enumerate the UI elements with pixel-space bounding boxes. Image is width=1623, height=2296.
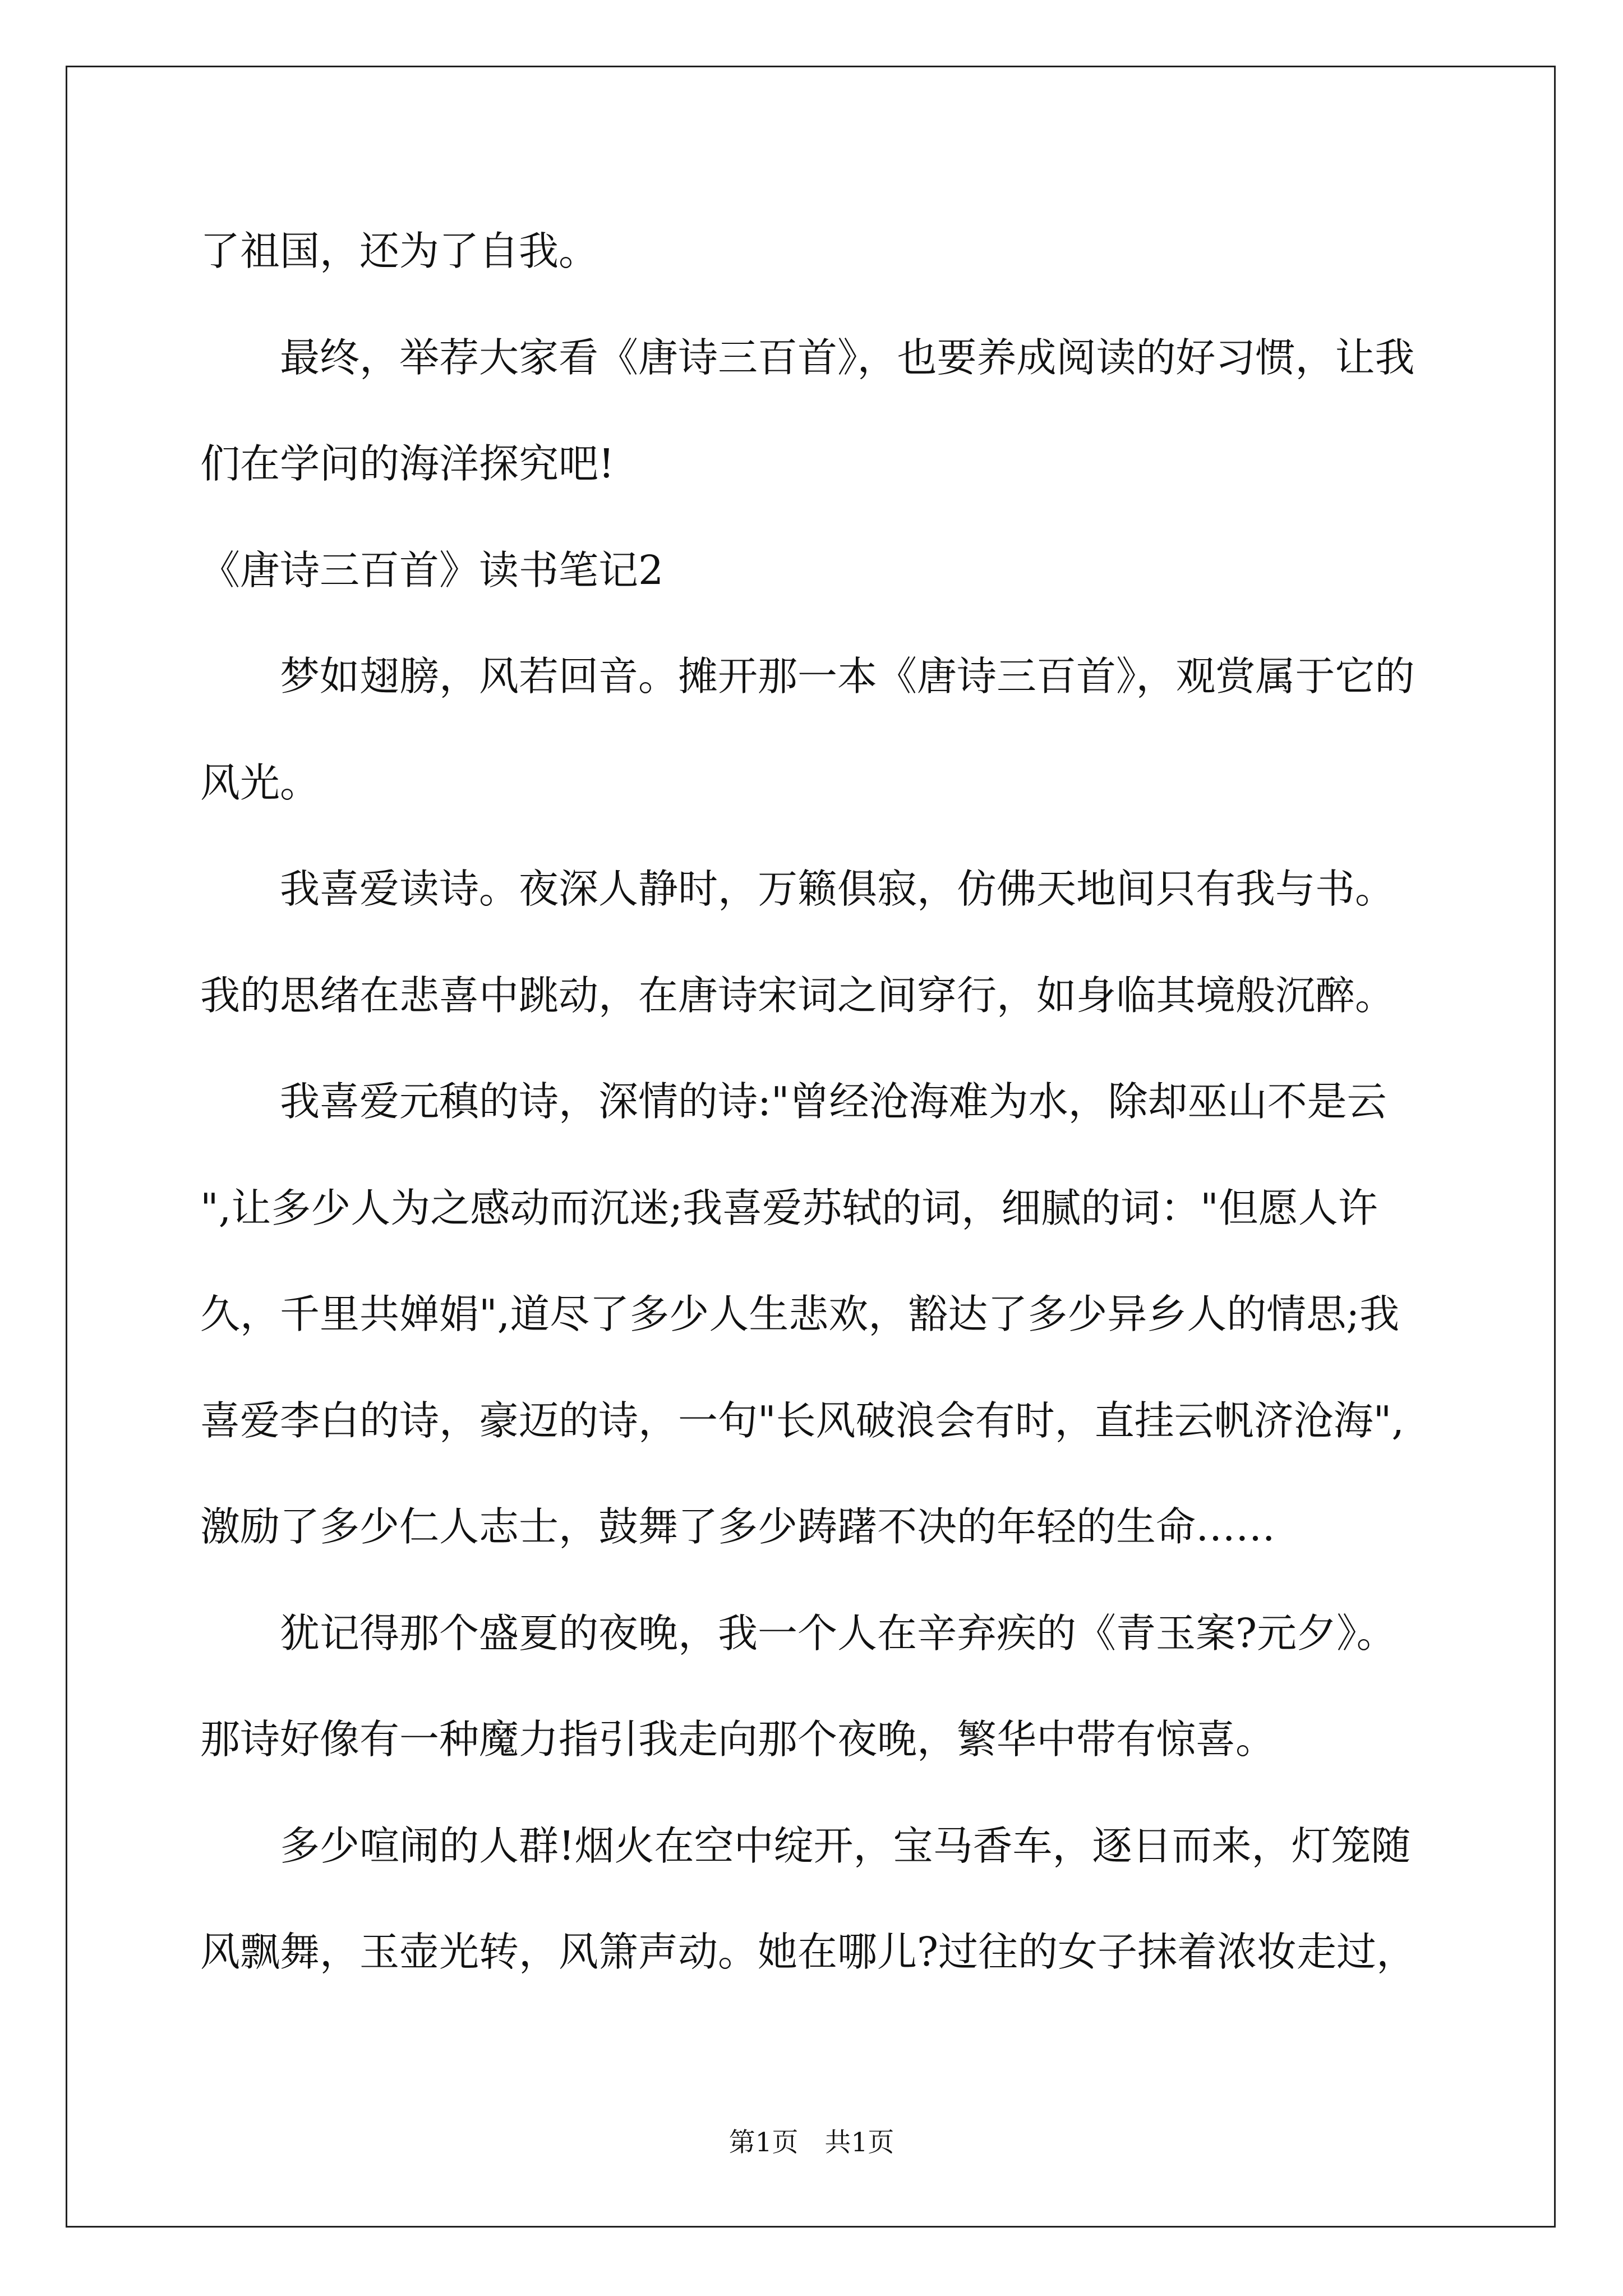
section-heading: 《唐诗三百首》读书笔记2 (200, 546, 664, 593)
body-line: 们在学问的海洋探究吧! (200, 440, 615, 487)
body-line: 最终，举荐大家看《唐诗三百首》，也要养成阅读的好习惯，让我 (280, 334, 1415, 381)
body-line: 那诗好像有一种魔力指引我走向那个夜晚，繁华中带有惊喜。 (200, 1716, 1276, 1763)
body-line: 我喜爱元稹的诗，深情的诗:"曾经沧海难为水，除却巫山不是云 (280, 1078, 1387, 1125)
body-line: 了祖国，还为了自我。 (200, 228, 599, 274)
body-line: 多少喧闹的人群!烟火在空中绽开，宝马香车，逐日而来，灯笼随 (280, 1822, 1411, 1869)
body-line: 风光。 (200, 759, 320, 806)
body-line: 久，千里共婵娟",道尽了多少人生悲欢，豁达了多少异乡人的情思;我 (200, 1291, 1400, 1337)
page-footer: 第1页 共1页 (728, 2127, 895, 2158)
body-line: 激励了多少仁人志士，鼓舞了多少踌躇不决的年轻的生命…… (200, 1503, 1276, 1550)
body-line: 风飘舞，玉壶光转，风箫声动。她在哪儿?过往的女子抹着浓妆走过， (200, 1929, 1417, 1975)
body-line: 我的思绪在悲喜中跳动，在唐诗宋词之间穿行，如身临其境般沉醉。 (200, 972, 1395, 1019)
body-line: 梦如翅膀，风若回音。摊开那一本《唐诗三百首》，观赏属于它的 (280, 653, 1415, 700)
body-line: ",让多少人为之感动而沉迷;我喜爱苏轼的词，细腻的词："但愿人许 (200, 1184, 1378, 1231)
body-line: 喜爱李白的诗，豪迈的诗，一句"长风破浪会有时，直挂云帆济沧海", (200, 1397, 1404, 1444)
document-body (200, 198, 1490, 2005)
body-line: 犹记得那个盛夏的夜晚，我一个人在辛弃疾的《青玉案?元夕》。 (280, 1609, 1396, 1657)
body-line: 我喜爱读诗。夜深人静时，万籁俱寂，仿佛天地间只有我与书。 (280, 866, 1395, 912)
